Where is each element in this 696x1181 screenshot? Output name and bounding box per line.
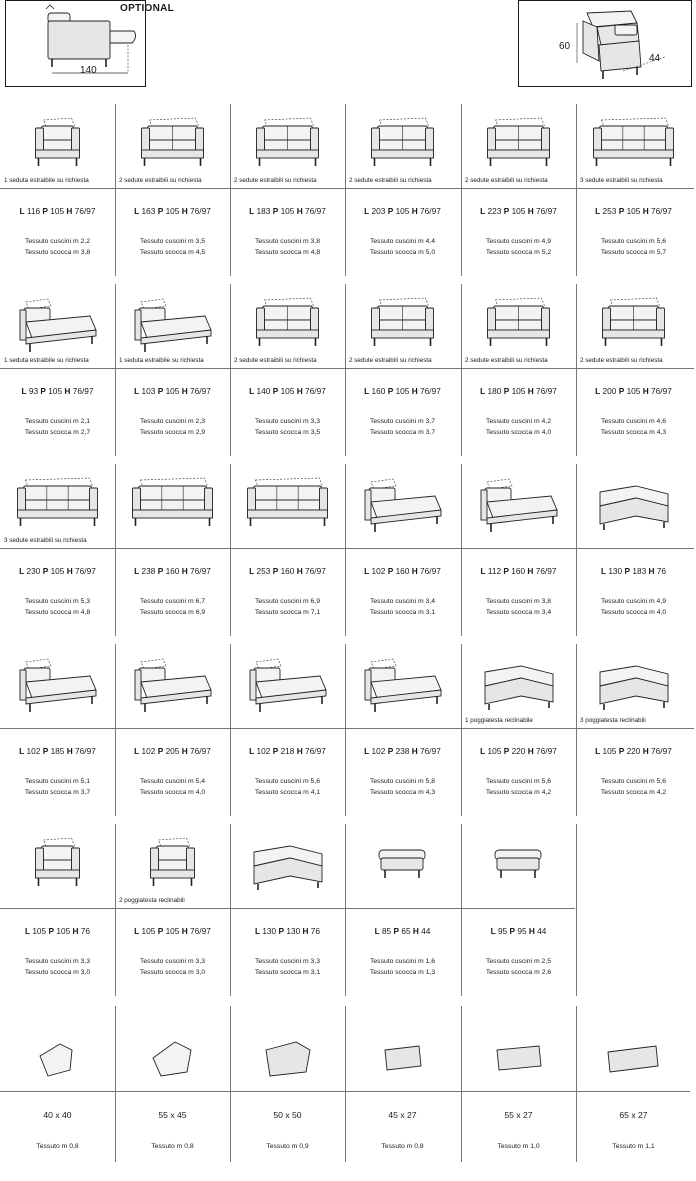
product-cell bbox=[576, 280, 691, 460]
fabric-requirements bbox=[345, 776, 460, 798]
cushion-size: 40 x 40 bbox=[43, 1110, 72, 1120]
grid-divider bbox=[461, 824, 462, 996]
fabric-frame: Tessuto scocca m 3,1 bbox=[254, 969, 321, 976]
fabric-frame: Tessuto scocca m 4,8 bbox=[254, 249, 321, 256]
module-note: 1 poggiatesta reclinabile bbox=[465, 717, 533, 724]
cushion-drawing bbox=[461, 1010, 576, 1095]
module-note: 1 seduta estraibile su richiesta bbox=[4, 357, 89, 364]
grid-divider bbox=[230, 1006, 231, 1162]
grid-divider bbox=[115, 464, 116, 636]
fabric-cushions: Tessuto cuscini m 2,3 bbox=[140, 418, 205, 425]
product-cell bbox=[115, 820, 230, 1000]
module-dimensions: L 200 P 105 H 76/97 bbox=[595, 386, 672, 396]
cushion-fabric: Tessuto m 0,8 bbox=[151, 1143, 194, 1150]
sofa-module-drawing bbox=[461, 466, 576, 547]
fabric-frame: Tessuto scocca m 5,7 bbox=[600, 249, 667, 256]
module-note: 2 sedute estraibili su richiesta bbox=[234, 357, 317, 364]
grid-divider bbox=[230, 284, 231, 456]
sofa-module-drawing bbox=[115, 646, 230, 727]
module-dimensions: L 253 P 160 H 76/97 bbox=[249, 566, 326, 576]
fabric-requirements bbox=[115, 416, 230, 438]
fabric-cushions: Tessuto cuscini m 3,8 bbox=[255, 238, 320, 245]
cushion-cell bbox=[576, 1000, 691, 1165]
grid-divider bbox=[115, 284, 116, 456]
grid-divider bbox=[0, 368, 694, 369]
fabric-frame: Tessuto scocca m 3,8 bbox=[24, 249, 91, 256]
product-cell bbox=[0, 100, 115, 280]
cushion-cell bbox=[345, 1000, 460, 1165]
fabric-cushions: Tessuto cuscini m 5,6 bbox=[255, 778, 320, 785]
module-dimensions: L 105 P 105 H 76/97 bbox=[134, 926, 211, 936]
fabric-requirements bbox=[345, 236, 460, 258]
fabric-cushions: Tessuto cuscini m 4,9 bbox=[486, 238, 551, 245]
sofa-module-drawing bbox=[461, 286, 576, 367]
product-cell bbox=[230, 100, 345, 280]
cushion-fabric: Tessuto m 1,0 bbox=[497, 1143, 540, 1150]
module-dimensions: L 102 P 218 H 76/97 bbox=[249, 746, 326, 756]
fabric-requirements bbox=[115, 776, 230, 798]
fabric-cushions: Tessuto cuscini m 5,6 bbox=[601, 238, 666, 245]
grid-divider bbox=[345, 284, 346, 456]
module-note: 2 sedute estraibili su richiesta bbox=[119, 177, 202, 184]
module-dimensions: L 85 P 65 H 44 bbox=[374, 926, 431, 936]
product-cell bbox=[461, 100, 576, 280]
fabric-requirements bbox=[0, 776, 115, 798]
product-cell bbox=[461, 820, 576, 1000]
sofa-module-drawing bbox=[230, 826, 345, 907]
module-dimensions: L 140 P 105 H 76/97 bbox=[249, 386, 326, 396]
fabric-frame: Tessuto scocca m 4,2 bbox=[600, 789, 667, 796]
fabric-requirements bbox=[115, 596, 230, 618]
grid-divider bbox=[345, 644, 346, 816]
fabric-cushions: Tessuto cuscini m 5,3 bbox=[25, 598, 90, 605]
cushion-fabric: Tessuto m 1,1 bbox=[612, 1143, 655, 1150]
module-note: 2 sedute estraibili su richiesta bbox=[465, 177, 548, 184]
fabric-requirements bbox=[345, 596, 460, 618]
module-note: 1 seduta estraibile su richiesta bbox=[4, 177, 89, 184]
sofa-module-drawing bbox=[461, 826, 576, 907]
cushion-cell bbox=[230, 1000, 345, 1165]
module-dimensions: L 95 P 95 H 44 bbox=[490, 926, 547, 936]
product-cell bbox=[230, 460, 345, 640]
fabric-frame: Tessuto scocca m 4,3 bbox=[600, 429, 667, 436]
cushion-fabric: Tessuto m 0,8 bbox=[36, 1143, 79, 1150]
fabric-frame: Tessuto scocca m 2,7 bbox=[24, 429, 91, 436]
sofa-module-drawing bbox=[576, 286, 691, 367]
module-dimensions: L 105 P 220 H 76/97 bbox=[480, 746, 557, 756]
fabric-frame: Tessuto scocca m 3,4 bbox=[485, 609, 552, 616]
sofa-module-drawing bbox=[0, 646, 115, 727]
grid-divider bbox=[345, 824, 346, 996]
module-dimensions: L 130 P 130 H 76 bbox=[254, 926, 321, 936]
product-cell bbox=[115, 460, 230, 640]
grid-divider bbox=[115, 1006, 116, 1162]
cushion-size: 50 x 50 bbox=[273, 1110, 302, 1120]
grid-divider bbox=[0, 548, 694, 549]
grid-divider bbox=[461, 1006, 462, 1162]
grid-divider bbox=[461, 284, 462, 456]
sofa-module-drawing bbox=[576, 646, 691, 727]
fabric-cushions: Tessuto cuscini m 3,7 bbox=[370, 418, 435, 425]
grid-divider bbox=[461, 464, 462, 636]
module-dimensions: L 163 P 105 H 76/97 bbox=[134, 206, 211, 216]
cushion-fabric: Tessuto m 0,8 bbox=[381, 1143, 424, 1150]
fabric-cushions: Tessuto cuscini m 3,3 bbox=[140, 958, 205, 965]
grid-divider bbox=[230, 644, 231, 816]
fabric-cushions: Tessuto cuscini m 5,8 bbox=[370, 778, 435, 785]
cushion-size: 55 x 45 bbox=[158, 1110, 187, 1120]
grid-divider bbox=[0, 188, 694, 189]
cushion-fabric: Tessuto m 0,9 bbox=[266, 1143, 309, 1150]
fabric-cushions: Tessuto cuscini m 3,3 bbox=[25, 958, 90, 965]
sofa-module-drawing bbox=[115, 826, 230, 907]
cushion-cell bbox=[0, 1000, 115, 1165]
grid-divider bbox=[230, 464, 231, 636]
grid-divider bbox=[345, 1006, 346, 1162]
product-cell bbox=[576, 460, 691, 640]
fabric-frame: Tessuto scocca m 3,0 bbox=[24, 969, 91, 976]
fabric-cushions: Tessuto cuscini m 3,5 bbox=[140, 238, 205, 245]
grid-divider bbox=[576, 104, 577, 276]
module-dimensions: L 112 P 160 H 76/97 bbox=[480, 566, 557, 576]
module-dimensions: L 102 P 160 H 76/97 bbox=[364, 566, 441, 576]
fabric-frame: Tessuto scocca m 4,0 bbox=[485, 429, 552, 436]
fabric-cushions: Tessuto cuscini m 2,2 bbox=[25, 238, 90, 245]
grid-divider bbox=[576, 284, 577, 456]
product-cell bbox=[345, 100, 460, 280]
module-dimensions: L 105 P 220 H 76/97 bbox=[595, 746, 672, 756]
fabric-frame: Tessuto scocca m 5,2 bbox=[485, 249, 552, 256]
fabric-cushions: Tessuto cuscini m 6,7 bbox=[140, 598, 205, 605]
grid-divider bbox=[576, 824, 577, 996]
fabric-cushions: Tessuto cuscini m 5,6 bbox=[601, 778, 666, 785]
fabric-requirements bbox=[115, 956, 230, 978]
product-cell bbox=[345, 640, 460, 820]
product-cell bbox=[461, 460, 576, 640]
fabric-requirements bbox=[461, 416, 576, 438]
sofa-module-drawing bbox=[576, 466, 691, 547]
cushion-size: 55 x 27 bbox=[504, 1110, 533, 1120]
product-cell bbox=[345, 280, 460, 460]
module-note: 2 sedute estraibili su richiesta bbox=[349, 177, 432, 184]
fabric-cushions: Tessuto cuscini m 5,6 bbox=[486, 778, 551, 785]
fabric-requirements bbox=[0, 596, 115, 618]
product-cell bbox=[461, 280, 576, 460]
product-cell bbox=[0, 460, 115, 640]
sofa-module-drawing bbox=[115, 466, 230, 547]
grid-divider bbox=[115, 104, 116, 276]
fabric-cushions: Tessuto cuscini m 5,1 bbox=[25, 778, 90, 785]
module-dimensions: L 230 P 105 H 76/97 bbox=[19, 566, 96, 576]
module-dimensions: L 160 P 105 H 76/97 bbox=[364, 386, 441, 396]
cushion-cell bbox=[115, 1000, 230, 1165]
module-dimensions: L 130 P 183 H 76 bbox=[600, 566, 667, 576]
sofa-module-drawing bbox=[345, 106, 460, 187]
fabric-cushions: Tessuto cuscini m 1,6 bbox=[370, 958, 435, 965]
grid-divider bbox=[461, 644, 462, 816]
sofa-module-drawing bbox=[230, 106, 345, 187]
fabric-requirements bbox=[0, 956, 115, 978]
product-cell bbox=[0, 820, 115, 1000]
grid-divider bbox=[115, 824, 116, 996]
fabric-requirements bbox=[115, 236, 230, 258]
module-dimensions: L 223 P 105 H 76/97 bbox=[480, 206, 557, 216]
cushion-drawing bbox=[115, 1010, 230, 1095]
grid-divider bbox=[345, 464, 346, 636]
fabric-frame: Tessuto scocca m 3,0 bbox=[139, 969, 206, 976]
sofa-module-drawing bbox=[345, 466, 460, 547]
module-dimensions: L 116 P 105 H 76/97 bbox=[19, 206, 96, 216]
grid-divider bbox=[230, 824, 231, 996]
sofa-module-drawing bbox=[0, 106, 115, 187]
grid-divider bbox=[115, 644, 116, 816]
sofa-module-drawing bbox=[115, 286, 230, 367]
fabric-requirements bbox=[576, 776, 691, 798]
dimension-label: 60 bbox=[559, 41, 571, 52]
fabric-frame: Tessuto scocca m 4,2 bbox=[485, 789, 552, 796]
module-dimensions: L 93 P 105 H 76/97 bbox=[21, 386, 94, 396]
fabric-requirements bbox=[576, 416, 691, 438]
grid-divider bbox=[576, 644, 577, 816]
module-note: 2 sedute estraibili su richiesta bbox=[234, 177, 317, 184]
module-dimensions: L 102 P 205 H 76/97 bbox=[134, 746, 211, 756]
fabric-frame: Tessuto scocca m 6,9 bbox=[139, 609, 206, 616]
product-cell bbox=[576, 640, 691, 820]
sofa-module-drawing bbox=[230, 286, 345, 367]
optional-label: OPTIONAL bbox=[120, 3, 175, 14]
module-note: 1 seduta estraibile su richiesta bbox=[119, 357, 204, 364]
fabric-cushions: Tessuto cuscini m 6,9 bbox=[255, 598, 320, 605]
fabric-requirements bbox=[461, 596, 576, 618]
sofa-module-drawing bbox=[345, 826, 460, 907]
module-dimensions: L 203 P 105 H 76/97 bbox=[364, 206, 441, 216]
product-cell bbox=[0, 640, 115, 820]
fabric-cushions: Tessuto cuscini m 4,9 bbox=[601, 598, 666, 605]
fabric-requirements bbox=[230, 596, 345, 618]
module-note: 2 poggiatesta reclinabili bbox=[119, 897, 185, 904]
fabric-cushions: Tessuto cuscini m 2,5 bbox=[486, 958, 551, 965]
fabric-cushions: Tessuto cuscini m 3,3 bbox=[255, 418, 320, 425]
cushion-drawing bbox=[576, 1010, 691, 1095]
product-cell bbox=[230, 280, 345, 460]
grid-divider bbox=[0, 908, 575, 909]
product-cell bbox=[230, 640, 345, 820]
grid-divider bbox=[576, 464, 577, 636]
fabric-cushions: Tessuto cuscini m 5,4 bbox=[140, 778, 205, 785]
product-cell bbox=[461, 640, 576, 820]
product-cell bbox=[115, 100, 230, 280]
dimension-label: 140 bbox=[80, 65, 97, 76]
sofa-module-drawing bbox=[230, 646, 345, 727]
product-cell bbox=[576, 100, 691, 280]
module-dimensions: L 102 P 238 H 76/97 bbox=[364, 746, 441, 756]
module-dimensions: L 105 P 105 H 76 bbox=[24, 926, 91, 936]
sofa-module-drawing bbox=[230, 466, 345, 547]
product-cell bbox=[345, 820, 460, 1000]
fabric-requirements bbox=[230, 236, 345, 258]
grid-divider bbox=[345, 104, 346, 276]
fabric-cushions: Tessuto cuscini m 4,2 bbox=[486, 418, 551, 425]
fabric-frame: Tessuto scocca m 4,3 bbox=[369, 789, 436, 796]
fabric-requirements bbox=[345, 956, 460, 978]
fabric-frame: Tessuto scocca m 2,9 bbox=[139, 429, 206, 436]
fabric-requirements bbox=[576, 596, 691, 618]
product-cell bbox=[345, 460, 460, 640]
cushion-size: 65 x 27 bbox=[619, 1110, 648, 1120]
cushion-size: 45 x 27 bbox=[388, 1110, 417, 1120]
fabric-cushions: Tessuto cuscini m 4,4 bbox=[370, 238, 435, 245]
module-dimensions: L 102 P 185 H 76/97 bbox=[19, 746, 96, 756]
fabric-requirements bbox=[230, 416, 345, 438]
product-cell bbox=[115, 640, 230, 820]
module-note: 3 sedute estraibili su richiesta bbox=[580, 177, 663, 184]
fabric-frame: Tessuto scocca m 3,7 bbox=[369, 429, 436, 436]
grid-divider bbox=[0, 728, 694, 729]
fabric-requirements bbox=[230, 956, 345, 978]
fabric-requirements bbox=[230, 776, 345, 798]
fabric-frame: Tessuto scocca m 4,8 bbox=[24, 609, 91, 616]
sofa-module-drawing bbox=[345, 646, 460, 727]
fabric-requirements bbox=[0, 416, 115, 438]
sofa-module-drawing bbox=[345, 286, 460, 367]
fabric-frame: Tessuto scocca m 4,5 bbox=[139, 249, 206, 256]
cushion-drawing bbox=[0, 1010, 115, 1095]
fabric-cushions: Tessuto cuscini m 3,8 bbox=[486, 598, 551, 605]
cushion-drawing bbox=[230, 1010, 345, 1095]
grid-divider bbox=[230, 104, 231, 276]
grid-divider bbox=[461, 104, 462, 276]
fabric-frame: Tessuto scocca m 4,0 bbox=[139, 789, 206, 796]
module-note: 2 sedute estraibili su richiesta bbox=[580, 357, 663, 364]
grid-divider bbox=[0, 1091, 690, 1092]
product-cell bbox=[0, 280, 115, 460]
fabric-cushions: Tessuto cuscini m 2,1 bbox=[25, 418, 90, 425]
sofa-module-drawing bbox=[576, 106, 691, 187]
fabric-frame: Tessuto scocca m 3,5 bbox=[254, 429, 321, 436]
fabric-frame: Tessuto scocca m 4,0 bbox=[600, 609, 667, 616]
cushion-drawing bbox=[345, 1010, 460, 1095]
module-note: 2 sedute estraibili su richiesta bbox=[465, 357, 548, 364]
product-cell bbox=[115, 280, 230, 460]
sofa-module-drawing bbox=[461, 646, 576, 727]
fabric-frame: Tessuto scocca m 5,0 bbox=[369, 249, 436, 256]
dimension-label: 44 bbox=[649, 53, 661, 64]
module-note: 3 sedute estraibili su richiesta bbox=[4, 537, 87, 544]
fabric-frame: Tessuto scocca m 3,7 bbox=[24, 789, 91, 796]
fabric-requirements bbox=[576, 236, 691, 258]
module-dimensions: L 183 P 105 H 76/97 bbox=[249, 206, 326, 216]
fabric-frame: Tessuto scocca m 1,3 bbox=[369, 969, 436, 976]
fabric-frame: Tessuto scocca m 4,1 bbox=[254, 789, 321, 796]
fabric-requirements bbox=[345, 416, 460, 438]
fabric-requirements bbox=[0, 236, 115, 258]
fabric-requirements bbox=[461, 956, 576, 978]
fabric-frame: Tessuto scocca m 7,1 bbox=[254, 609, 321, 616]
fabric-cushions: Tessuto cuscini m 3,3 bbox=[255, 958, 320, 965]
fabric-requirements bbox=[461, 236, 576, 258]
fabric-frame: Tessuto scocca m 3,1 bbox=[369, 609, 436, 616]
sofa-module-drawing bbox=[461, 106, 576, 187]
fabric-requirements bbox=[461, 776, 576, 798]
sofa-module-drawing bbox=[115, 106, 230, 187]
fabric-frame: Tessuto scocca m 2,6 bbox=[485, 969, 552, 976]
module-dimensions: L 238 P 160 H 76/97 bbox=[134, 566, 211, 576]
module-dimensions: L 180 P 105 H 76/97 bbox=[480, 386, 557, 396]
cushion-cell bbox=[461, 1000, 576, 1165]
module-dimensions: L 103 P 105 H 76/97 bbox=[134, 386, 211, 396]
module-dimensions: L 253 P 105 H 76/97 bbox=[595, 206, 672, 216]
grid-divider bbox=[576, 1006, 577, 1162]
fabric-cushions: Tessuto cuscini m 4,6 bbox=[601, 418, 666, 425]
module-note: 3 poggiatesta reclinabili bbox=[580, 717, 646, 724]
sofa-module-drawing bbox=[0, 466, 115, 547]
fabric-cushions: Tessuto cuscini m 3,4 bbox=[370, 598, 435, 605]
module-note: 2 sedute estraibili su richiesta bbox=[349, 357, 432, 364]
product-cell bbox=[230, 820, 345, 1000]
sofa-module-drawing bbox=[0, 286, 115, 367]
sofa-module-drawing bbox=[0, 826, 115, 907]
